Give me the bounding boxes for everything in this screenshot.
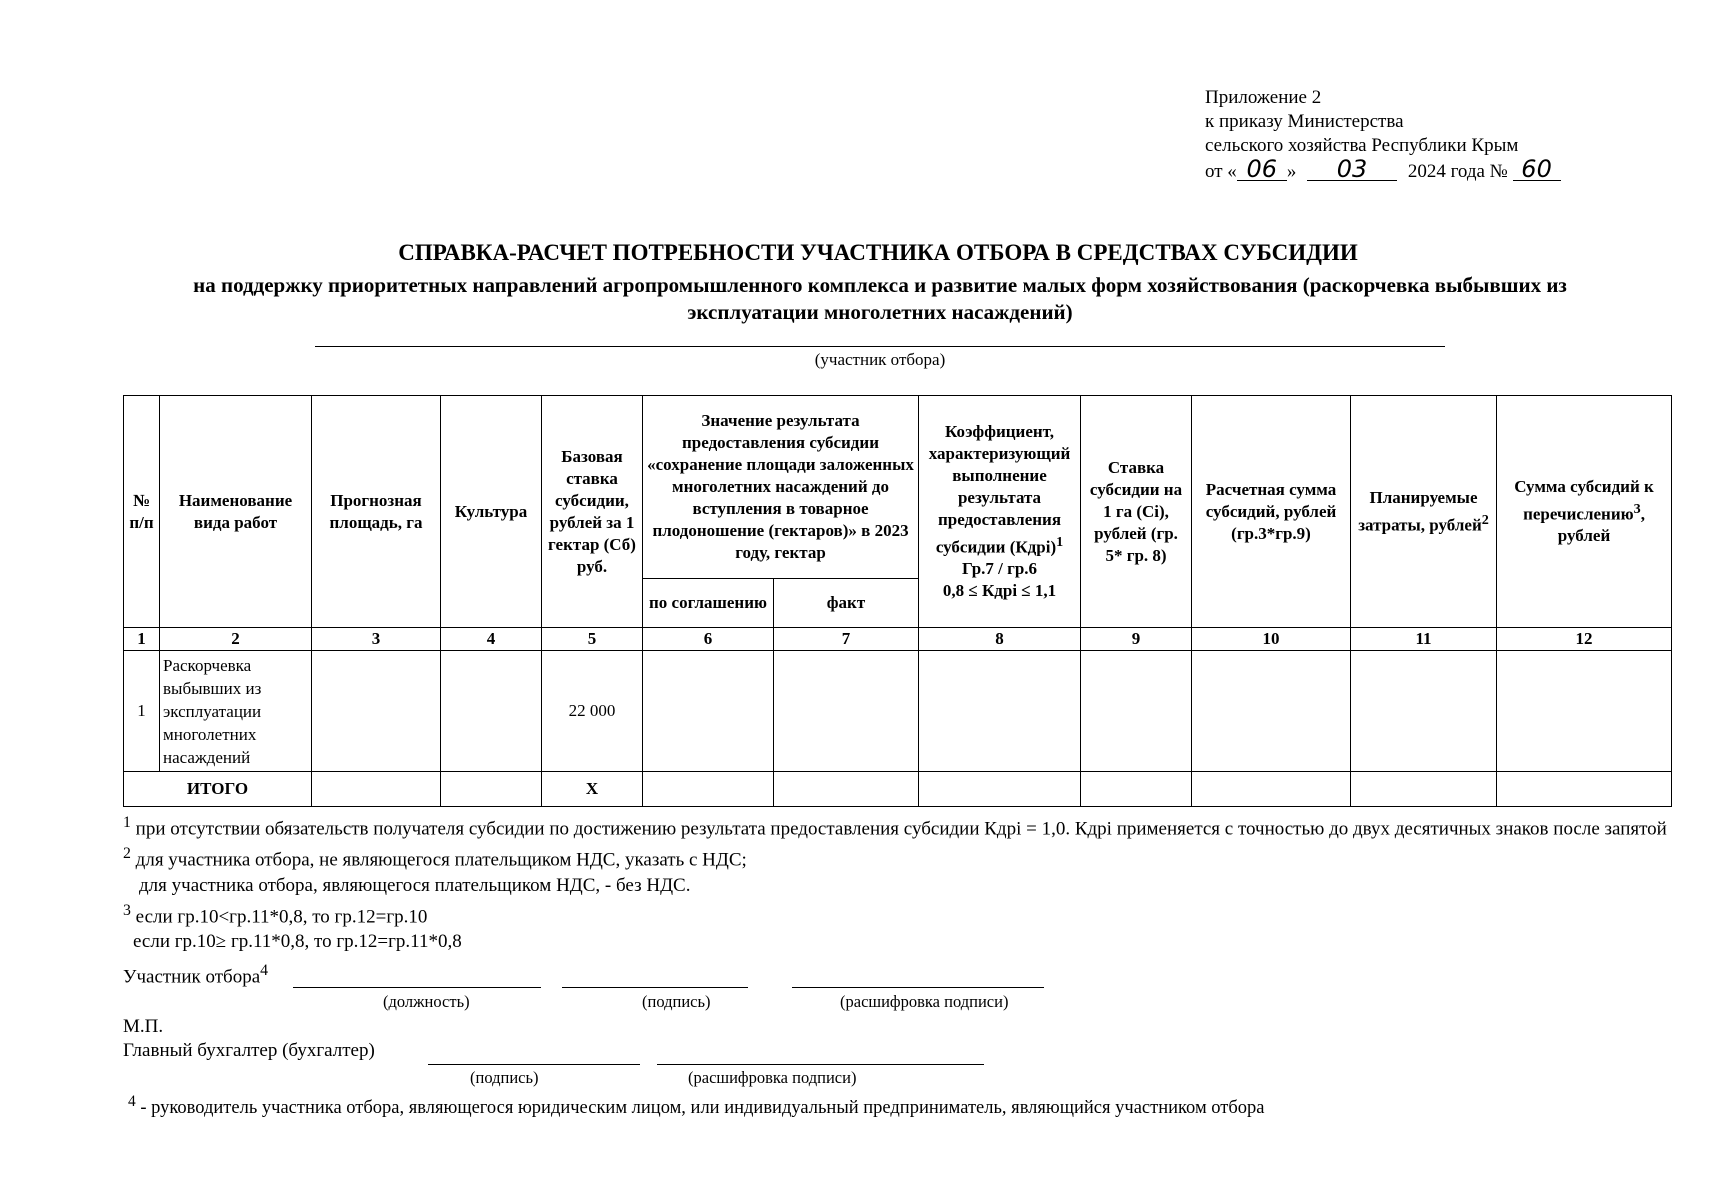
header-calc-sum: Расчетная сумма субсидий, рублей (гр.3*гр.9) <box>1192 396 1351 628</box>
participant-label: Участник отбора <box>123 966 261 988</box>
header-culture: Культура <box>441 396 542 628</box>
coef-text: Коэффициент, характеризующий выполнение результата предоставления субсидии (Кдрi) <box>928 421 1071 557</box>
footnote-1 <box>123 810 1683 841</box>
row-coef-cell[interactable] <box>919 651 1081 772</box>
col-number: 3 <box>312 628 441 651</box>
calculation-table <box>123 395 1672 807</box>
footnote-4-sup: 4 <box>128 1093 136 1110</box>
accountant-signature-line[interactable] <box>428 1064 640 1065</box>
row-base-rate: 22 000 <box>542 651 643 772</box>
col-number: 7 <box>774 628 919 651</box>
header-area: Прогнозная площадь, га <box>312 396 441 628</box>
table-row <box>124 651 1672 772</box>
header-row-top <box>124 396 1672 579</box>
date-prefix: от « <box>1205 161 1237 182</box>
col-number: 6 <box>643 628 774 651</box>
footnote-1-sup: 1 <box>123 814 131 831</box>
col-number: 8 <box>919 628 1081 651</box>
column-number-row <box>124 628 1672 651</box>
total-mark: Х <box>542 772 643 807</box>
coef-formula: Гр.7 / гр.6 <box>961 559 1038 579</box>
footnotes <box>123 810 1683 954</box>
col-number: 1 <box>124 628 160 651</box>
header-transfer-sum <box>1497 396 1672 628</box>
participant-caption: (участник отбора) <box>814 350 946 369</box>
total-cell[interactable] <box>919 772 1081 807</box>
planned-sup: 2 <box>1481 511 1489 528</box>
row-transfer-cell[interactable] <box>1497 651 1672 772</box>
caption-decode-2: (расшифровка подписи) <box>688 1068 857 1087</box>
row-fact-cell[interactable] <box>774 651 919 772</box>
row-area-cell[interactable] <box>312 651 441 772</box>
footnote-2-sup: 2 <box>123 845 131 863</box>
footnote-2b: для участника отбора, являющегося плательщиком НДС, - без НДС. <box>139 874 691 896</box>
footnote-3-sup: 3 <box>123 901 131 919</box>
total-cell[interactable] <box>1497 772 1672 807</box>
header-by-agreement: по соглашению <box>643 579 774 628</box>
position-line[interactable] <box>293 987 541 988</box>
caption-signature-2: (подпись) <box>470 1068 539 1087</box>
coef-sup: 1 <box>1056 533 1064 550</box>
col-number: 9 <box>1081 628 1192 651</box>
caption-signature: (подпись) <box>642 992 711 1011</box>
appendix-line3: сельского хозяйства Республики Крым <box>1205 135 1519 156</box>
col-number: 2 <box>160 628 312 651</box>
footnote-4-text: - руководитель участника отбора, являющегося юридическим лицом, или индивидуальный предприниматель, являющийся участником отбора <box>135 1098 1265 1119</box>
caption-decode: (расшифровка подписи) <box>840 992 1009 1011</box>
footnote-3a <box>123 898 1683 929</box>
transfer-sup: 3 <box>1633 500 1641 517</box>
footnote-2a-text: для участника отбора, не являющегося плательщиком НДС, указать с НДС; <box>130 849 747 871</box>
accountant-decode-line[interactable] <box>657 1064 984 1065</box>
col-number: 4 <box>441 628 542 651</box>
appendix-line2: к приказу Министерства <box>1205 111 1404 132</box>
col-number: 11 <box>1351 628 1497 651</box>
header-coefficient <box>919 396 1081 628</box>
footnote-3a-text: если гр.10<гр.11*0,8, то гр.12=гр.10 <box>130 905 428 927</box>
header-rate-per-ha: Ставка субсидии на 1 га (Сi), рублей (гр. 5* гр. 8) <box>1081 396 1192 628</box>
row-agreement-cell[interactable] <box>643 651 774 772</box>
footnote-1-text: при отсутствии обязательств получателя субсидии по достижению результата предоставления субсидии Кдрi = 1,0. Кдрi применяется с точностью до двух десятичных знаков после запятой <box>130 818 1667 840</box>
footnote-2a <box>123 841 1683 872</box>
date-year: 2024 года № <box>1407 161 1508 182</box>
total-culture-cell[interactable] <box>441 772 542 807</box>
row-rate-ha-cell[interactable] <box>1081 651 1192 772</box>
caption-position: (должность) <box>383 992 470 1011</box>
col-number: 10 <box>1192 628 1351 651</box>
row-work-name: Раскорчевка выбывших из эксплуатации многолетних насаждений <box>160 651 312 772</box>
date-month: 03 <box>1307 158 1397 181</box>
header-result-value: Значение результата предоставления субсидии «сохранение площади заложенных многолетних насаждений до вступления в товарное плодоношение (гектаров)» в 2023 году, гектар <box>643 396 919 579</box>
date-mid: » <box>1286 161 1297 182</box>
header-work: Наименование вида работ <box>160 396 312 628</box>
header-planned-costs <box>1351 396 1497 628</box>
header-fact: факт <box>774 579 919 628</box>
transfer-unit: , рублей <box>1557 504 1645 546</box>
total-cell[interactable] <box>1192 772 1351 807</box>
row-planned-cell[interactable] <box>1351 651 1497 772</box>
total-row <box>124 772 1672 807</box>
total-cell[interactable] <box>774 772 919 807</box>
footnote-4 <box>128 1093 1265 1119</box>
header-num: № п/п <box>124 396 160 628</box>
row-culture-cell[interactable] <box>441 651 542 772</box>
transfer-text: Сумма субсидий к перечислению <box>1514 476 1654 524</box>
participant-sup: 4 <box>260 962 269 979</box>
row-number: 1 <box>124 651 160 772</box>
appendix-line1: Приложение 2 <box>1205 87 1322 108</box>
document-title: СПРАВКА-РАСЧЕТ ПОТРЕБНОСТИ УЧАСТНИКА ОТБОРА В СРЕДСТВАХ СУБСИДИИ <box>398 240 1358 265</box>
total-area-cell[interactable] <box>312 772 441 807</box>
coef-range: 0,8 ≤ Кдрi ≤ 1,1 <box>942 581 1057 601</box>
decode-line[interactable] <box>792 987 1044 988</box>
signature-line[interactable] <box>562 987 748 988</box>
accountant-label: Главный бухгалтер (бухгалтер) <box>123 1040 375 1061</box>
planned-text: Планируемые затраты, рублей <box>1358 487 1482 535</box>
header-base-rate: Базовая ставка субсидии, рублей за 1 гектар (Сб) руб. <box>542 396 643 628</box>
footnote-3b: если гр.10≥ гр.11*0,8, то гр.12=гр.11*0,8 <box>133 930 462 952</box>
row-calc-sum-cell[interactable] <box>1192 651 1351 772</box>
col-number: 12 <box>1497 628 1672 651</box>
participant-signature-label <box>123 962 268 988</box>
document-subtitle: на поддержку приоритетных направлений агропромышленного комплекса и развитие малых форм хозяйствования (раскорчевка выбывших из эксплуатации многолетних насаждений) <box>193 273 1567 324</box>
total-cell[interactable] <box>1351 772 1497 807</box>
stamp-place: М.П. <box>123 1016 164 1037</box>
col-number: 5 <box>542 628 643 651</box>
participant-line <box>315 346 1445 347</box>
appendix-block <box>1205 86 1561 184</box>
total-cell[interactable] <box>643 772 774 807</box>
appendix-date-line <box>1205 155 1561 184</box>
date-day: 06 <box>1237 158 1287 181</box>
total-cell[interactable] <box>1081 772 1192 807</box>
order-number: 60 <box>1513 158 1561 181</box>
total-label: ИТОГО <box>124 772 312 807</box>
